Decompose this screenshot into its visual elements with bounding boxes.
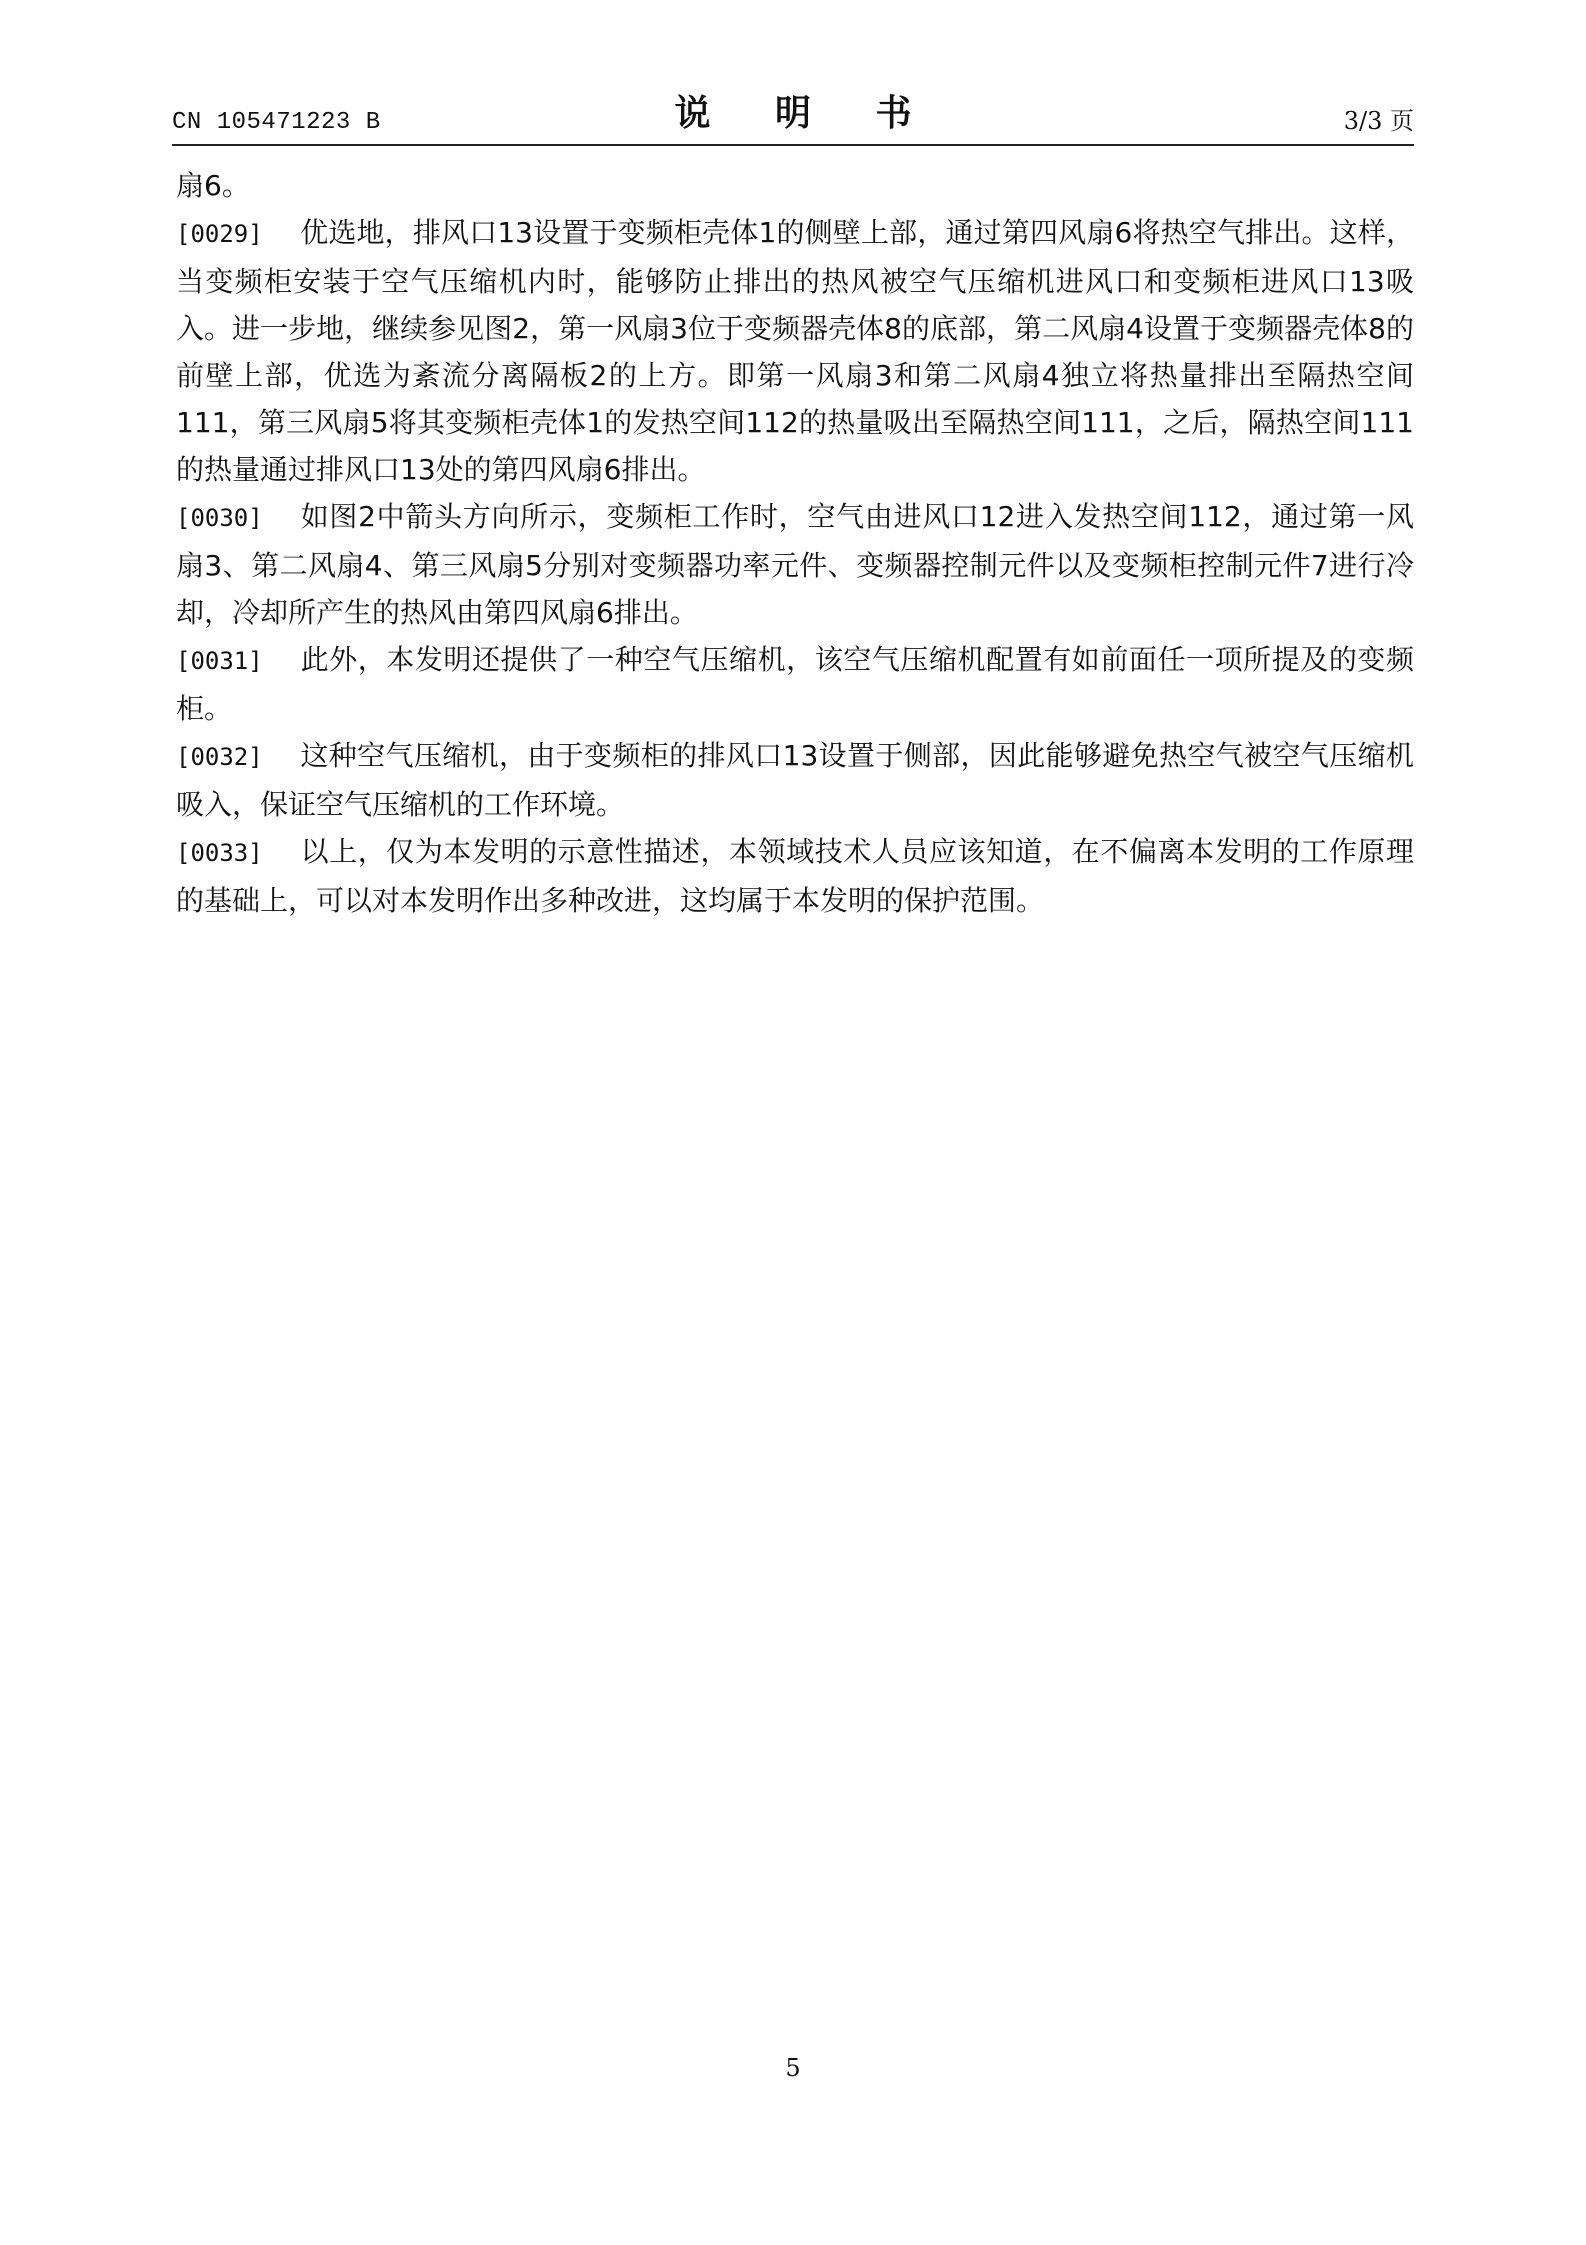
page-number: 5: [785, 2054, 801, 2082]
paragraph-0033: [176, 828, 1414, 924]
paragraph-0031: [176, 636, 1414, 732]
paragraph-number: [0033]: [176, 839, 263, 867]
page-indicator: 3/3 页: [1343, 107, 1414, 135]
paragraph-0030: [176, 493, 1414, 636]
paragraph-number: [0030]: [176, 504, 263, 532]
paragraph-number: [0029]: [176, 220, 263, 248]
paragraph-number: [0032]: [176, 743, 263, 771]
header-divider: [172, 144, 1414, 146]
paragraph-continuation: [176, 162, 1414, 209]
paragraph-text: 如图2中箭头方向所示，变频柜工作时，空气由进风口12进入发热空间112，通过第一风扇3、第二风扇4、第三风扇5分别对变频器功率元件、变频器控制元件以及变频柜控制元件7进行冷却，冷却所产生的热风由第四风扇6排出。: [176, 500, 1414, 629]
publication-number: CN 105471223 B: [172, 109, 381, 136]
document-title: 说 明 书: [674, 93, 938, 134]
paragraph-0029: [176, 209, 1414, 493]
document-body: [176, 162, 1414, 924]
paragraph-text: 此外，本发明还提供了一种空气压缩机，该空气压缩机配置有如前面任一项所提及的变频柜。: [176, 643, 1414, 725]
paragraph-text: 优选地，排风口13设置于变频柜壳体1的侧壁上部，通过第四风扇6将热空气排出。这样，当变频柜安装于空气压缩机内时，能够防止排出的热风被空气压缩机进风口和变频柜进风口13吸入。进一步地，继续参见图2，第一风扇3位于变频器壳体8的底部，第二风扇4设置于变频器壳体8的前壁上部，优选为紊流分离隔板2的上方。即第一风扇3和第二风扇4独立将热量排出至隔热空间111，第三风扇5将其变频柜壳体1的发热空间112的热量吸出至隔热空间111，之后，隔热空间111的热量通过排风口13处的第四风扇6排出。: [176, 216, 1414, 486]
page-header: [172, 92, 1414, 144]
paragraph-text: 这种空气压缩机，由于变频柜的排风口13设置于侧部，因此能够避免热空气被空气压缩机吸入，保证空气压缩机的工作环境。: [176, 739, 1414, 821]
paragraph-number: [0031]: [176, 647, 263, 675]
paragraph-0032: [176, 732, 1414, 828]
paragraph-text: 以上，仅为本发明的示意性描述，本领域技术人员应该知道，在不偏离本发明的工作原理的基础上，可以对本发明作出多种改进，这均属于本发明的保护范围。: [176, 835, 1414, 917]
paragraph-text: 扇6。: [176, 169, 250, 202]
